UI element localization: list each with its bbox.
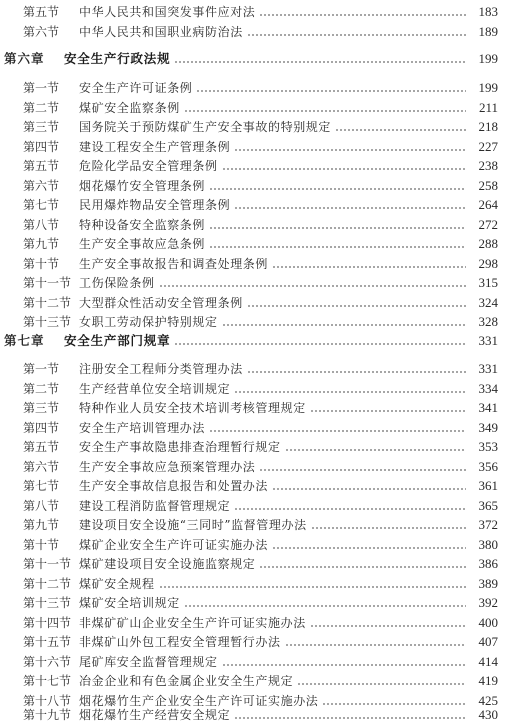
section-title: 煤矿建设项目安全设施监察规定 [79,557,256,571]
section-number: 第七节 [23,198,60,212]
page-number: 264 [478,197,498,212]
toc-entry [0,195,508,215]
section-title: 安全生产许可证条例 [79,81,193,95]
toc-entry [0,613,508,633]
page-number: 414 [478,654,498,669]
toc-entry [0,535,508,555]
dot-leader [335,129,466,131]
section-number: 第六节 [23,25,60,39]
dot-leader [259,469,466,471]
section-number: 第九节 [23,237,60,251]
section-number: 第十节 [23,538,60,552]
section-number: 第十九节 [23,708,72,722]
section-number: 第十五节 [23,635,72,649]
dot-leader [247,305,466,307]
section-title: 生产经营单位安全培训规定 [79,382,231,396]
page-number: 324 [478,295,498,310]
section-number: 第五节 [23,440,60,454]
toc-entry [0,176,508,196]
dot-leader [272,488,466,490]
dot-leader [222,324,466,326]
page-number: 331 [478,361,498,376]
toc-entry [0,379,508,399]
section-title: 特种作业人员安全技术培训考核管理规定 [79,401,306,415]
section-title: 建设项目安全设施“三同时”监督管理办法 [79,518,307,532]
dot-leader [272,547,466,549]
dot-leader [234,717,466,719]
section-number: 第四节 [23,421,60,435]
section-number: 第十六节 [23,655,72,669]
chapter-number: 第七章 [4,333,45,348]
section-title: 生产安全事故信息报告和处置办法 [79,479,269,493]
toc-entry [0,671,508,691]
page-number: 288 [478,236,498,251]
section-number: 第十八节 [23,694,72,708]
section-number: 第六节 [23,179,60,193]
dot-leader [234,508,466,510]
section-number: 第十三节 [23,596,72,610]
section-number: 第十二节 [23,296,72,310]
dot-leader [247,34,466,36]
dot-leader [310,625,466,627]
section-number: 第三节 [23,401,60,415]
dot-leader [297,683,466,685]
toc-entry [0,254,508,274]
section-title: 危险化学品安全管理条例 [79,159,218,173]
dot-leader [311,527,466,529]
toc-entry [0,312,508,332]
section-title: 煤矿企业安全生产许可证实施办法 [79,538,269,552]
dot-leader [196,90,466,92]
section-title: 特种设备安全监察条例 [79,218,206,232]
page-number: 189 [478,24,498,39]
section-title: 烟花爆竹生产经营安全规定 [79,708,231,722]
section-title: 煤矿安全规程 [79,577,155,591]
section-title: 煤矿安全培训规定 [79,596,180,610]
toc-entry [0,476,508,496]
dot-leader [174,343,466,345]
section-title: 大型群众性活动安全管理条例 [79,296,243,310]
toc-entry [0,117,508,137]
page-number: 400 [478,615,498,630]
section-title: 非煤矿山外包工程安全管理暂行办法 [79,635,281,649]
page-number: 341 [478,400,498,415]
section-number: 第十四节 [23,616,72,630]
section-number: 第九节 [23,518,60,532]
dot-leader [159,285,466,287]
dot-leader [209,227,466,229]
section-title: 工伤保险条例 [79,276,155,290]
page-number: 356 [478,459,498,474]
section-number: 第十三节 [23,315,72,329]
section-title: 尾矿库安全监督管理规定 [79,655,218,669]
chapter-title: 安全生产部门规章 [64,333,171,348]
toc-entry [0,215,508,235]
section-number: 第二节 [23,101,60,115]
toc-chapter [0,49,508,69]
page-number: 331 [478,333,498,348]
toc-entry [0,2,508,22]
dot-leader [234,207,466,209]
page-number: 315 [478,275,498,290]
page-number: 218 [478,119,498,134]
section-title: 生产安全事故报告和调查处理条例 [79,257,269,271]
page-number: 430 [478,707,498,722]
section-title: 烟花爆竹安全管理条例 [79,179,206,193]
toc-chapter [0,331,508,351]
dot-leader [259,566,466,568]
section-number: 第三节 [23,120,60,134]
toc-entry [0,652,508,672]
section-number: 第十节 [23,257,60,271]
page-number: 407 [478,634,498,649]
toc-entry [0,359,508,379]
section-number: 第五节 [23,159,60,173]
dot-leader [234,391,466,393]
page-number: 183 [478,4,498,19]
section-number: 第六节 [23,460,60,474]
dot-leader [222,168,466,170]
section-number: 第八节 [23,499,60,513]
section-number: 第十一节 [23,557,72,571]
page-number: 372 [478,517,498,532]
page-number: 238 [478,158,498,173]
section-title: 煤矿安全监察条例 [79,101,180,115]
toc-entry [0,293,508,313]
toc-entry [0,418,508,438]
section-number: 第二节 [23,382,60,396]
dot-leader [209,188,466,190]
dot-leader [259,14,466,16]
dot-leader [159,586,466,588]
page-number: 258 [478,178,498,193]
section-title: 安全生产事故隐患排查治理暂行规定 [79,440,281,454]
chapter-number: 第六章 [4,51,45,66]
page-number: 298 [478,256,498,271]
toc-entry [0,137,508,157]
dot-leader [285,644,466,646]
toc-entry [0,156,508,176]
section-title: 建设工程安全生产管理条例 [79,140,231,154]
section-title: 中华人民共和国职业病防治法 [79,25,243,39]
page-number: 361 [478,478,498,493]
page-number: 349 [478,420,498,435]
section-title: 生产安全事故应急条例 [79,237,206,251]
section-number: 第十二节 [23,577,72,591]
toc-entry [0,437,508,457]
page-number: 365 [478,498,498,513]
page-number: 328 [478,314,498,329]
toc-entry [0,398,508,418]
page-number: 227 [478,139,498,154]
page-number: 392 [478,595,498,610]
toc-entry [0,457,508,477]
toc-entry [0,234,508,254]
section-title: 生产安全事故应急预案管理办法 [79,460,256,474]
page-number: 199 [478,80,498,95]
section-title: 国务院关于预防煤矿生产安全事故的特别规定 [79,120,332,134]
page-number: 386 [478,556,498,571]
toc-entry [0,705,508,725]
page-number: 380 [478,537,498,552]
page-number: 199 [478,51,498,66]
toc-entry [0,98,508,118]
section-title: 民用爆炸物品安全管理条例 [79,198,231,212]
section-number: 第五节 [23,5,60,19]
toc-entry [0,273,508,293]
section-title: 注册安全工程师分类管理办法 [79,362,243,376]
dot-leader [272,266,466,268]
dot-leader [234,149,466,151]
chapter-title: 安全生产行政法规 [64,51,171,66]
dot-leader [310,410,466,412]
toc-entry [0,515,508,535]
dot-leader [209,430,466,432]
page-number: 334 [478,381,498,396]
page-number: 211 [478,100,498,115]
section-title: 烟花爆竹生产企业安全生产许可证实施办法 [79,694,319,708]
section-number: 第十七节 [23,674,72,688]
dot-leader [247,371,466,373]
toc-entry [0,496,508,516]
section-number: 第四节 [23,140,60,154]
section-number: 第七节 [23,479,60,493]
dot-leader [184,605,466,607]
toc-entry [0,78,508,98]
page-number: 353 [478,439,498,454]
dot-leader [285,449,466,451]
section-number: 第十一节 [23,276,72,290]
dot-leader [209,246,466,248]
section-number: 第八节 [23,218,60,232]
section-title: 冶金企业和有色金属企业安全生产规定 [79,674,294,688]
section-title: 非煤矿矿山企业安全生产许可证实施办法 [79,616,306,630]
toc-entry [0,22,508,42]
dot-leader [222,664,466,666]
section-title: 中华人民共和国突发事件应对法 [79,5,256,19]
dot-leader [174,61,466,63]
section-number: 第一节 [23,81,60,95]
toc-entry [0,554,508,574]
section-title: 建设工程消防监督管理规定 [79,499,231,513]
page-number: 419 [478,673,498,688]
section-title: 女职工劳动保护特别规定 [79,315,218,329]
page-number: 389 [478,576,498,591]
toc-entry [0,593,508,613]
page-number: 272 [478,217,498,232]
page-number: 425 [478,693,498,708]
toc-entry [0,632,508,652]
section-number: 第一节 [23,362,60,376]
dot-leader [184,110,466,112]
section-title: 安全生产培训管理办法 [79,421,206,435]
toc-entry [0,574,508,594]
